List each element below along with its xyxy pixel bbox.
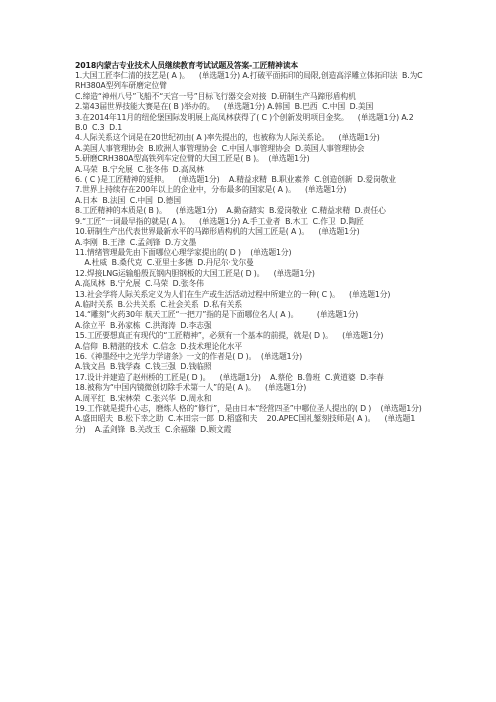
question-line: A.美国人事管理协会 B.欧洲人事管理协会 C.中国人事管理协会 D.英国人事管理协会 <box>75 143 365 153</box>
question-line: A.杜威 B.桑代克 C.亚里士多德 D.丹尼尔·戈尔曼 <box>75 258 254 268</box>
question-line: A.徐立平 B.孙家栋 C.洪海涛 D.李志强 <box>75 320 212 330</box>
question-line: A.高凤林 B.宁允展 C.马荣 D.张冬伟 <box>75 279 204 289</box>
question-line: C.缔造“神州八号”飞船不“天宫一号”目标飞行器交会对接 D.研制生产马蹄形盾构机 <box>75 91 356 101</box>
question-line: 18.被称为“中国内镜微创切除手术第一人”的是( A )。 (单选题1分) <box>75 383 307 393</box>
question-line: A.临时关系 B.公共关系 C.社会关系 D.私有关系 <box>75 299 243 309</box>
question-line: A.日本 B.法国 C.中国 D.德国 <box>75 195 181 205</box>
question-line: 8.工匠精神的本质是( B )。 (单选题1分) A.勤奋踏实 B.爱岗敬业 C.精益求精 D.责任心 <box>75 206 386 216</box>
document-title: 2018内蒙古专业技术人员继续教育考试试题及答案-工匠精神读本 <box>75 61 299 70</box>
question-line: A.周平红 B.宋林荣 C.张兴华 D.周永和 <box>75 393 212 403</box>
question-line: 9.“工匠”一词最早指的就是( A )。 (单选题1分) A.手工业者 B.木工 C.作卫 D.陶匠 <box>75 216 364 226</box>
question-line: A.马荣 B.宁允展 C.张冬伟 D.高凤林 <box>75 164 204 174</box>
question-line: 6. ( C )是工匠精神的延伸。 (单选题1分) A.精益求精 B.职业素养 C.创造创新 D.爱岗敬业 <box>75 175 396 185</box>
question-line: 10.研制生产出代表世界最新水平的马蹄形盾构机的大国工匠是( A )。 (单选题1分) <box>75 227 360 237</box>
question-line: 11.情绪管理最先由下面哪位心理学家提出的( D ) (单选题1分) <box>75 247 292 257</box>
question-line: 14.“雕刻”火药30年 航天工匠“一把刀”指的是下面哪位名人( A )。 (单选题1分) <box>75 310 359 320</box>
question-list <box>75 71 423 435</box>
question-line: 12.焊接LNG运输船殷瓦钢内胆钢板的大国工匠是( D )。 (单选题1分) <box>75 268 315 278</box>
question-line: A.李刚 B.王津 C.孟剑锋 D.方文墨 <box>75 237 197 247</box>
question-line: 13.社会学将人际关系定义为人们在生产或生活活动过程中所建立的一种( C )。 (单选题1分) <box>75 289 391 299</box>
document-body <box>75 60 423 435</box>
question-line: A.盛田昭夫 B.松下幸之助 C.本田宗一郎 D.稻盛和夫 20.APEC国礼錾刻技师是( A )。 (单选题1分) A.孟剑锋 B.关改玉 C.余福臻 D.顾文霞 <box>75 414 416 434</box>
question-line: 1.大国工匠李仁清的技艺是( A )。 (单选题1分) A.打破平面拓印的局限,创造高浮雕立体拓印法 B.为CRH380A型列车研磨定位臂 <box>75 71 423 91</box>
question-line: 17.设计并建造了赵州桥的工匠是( D )。 (单选题1分) A.蔡伦 B.鲁班 C.黄道婆 D.李春 <box>75 372 384 382</box>
question-line: 2.第43届世界技能大赛是在( B )举办的。 (单选题1分) A.韩国 B.巴西 C.中国 D.美国 <box>75 102 374 112</box>
question-line: 3.在2014年11月的纽伦堡国际发明展上高凤林获得了( C )个创新发明项目金奖。 (单选题1分) A.2 B.0 C.3 D.1 <box>75 112 419 133</box>
question-line: 7.世界上持续存在200年以上的企业中，分布最多的国家是( A )。 (单选题1分) <box>75 185 347 195</box>
question-line: 19.工作就是提升心志，磨炼人格的“修行”，是由日本“经营四圣”中哪位圣人提出的( D ) (单选题1分) <box>75 404 422 413</box>
question-line: A.信仰 B.精湛的技术 C.信念 D.技术理论化水平 <box>75 341 243 351</box>
question-line: 16.《神墨经中之光学力学诸条》一文的作者是( D )。 (单选题1分) <box>75 351 303 361</box>
question-line: A.钱文昌 B.钱学森 C.钱三强 D.钱临照 <box>75 362 212 372</box>
question-line: 4.人际关系这个词是在20世纪初由( A )率先提出的，也被称为人际关系论。 (单选题1分) <box>75 133 380 143</box>
question-line: 15.工匠要想真正有现代的“工匠精神”，必须有一个基本的前提，就是( D )。 (单选题1分) <box>75 331 384 341</box>
question-line: 5.研磨CRH380A型高铁列车定位臂的大国工匠是( B )。 (单选题1分) <box>75 154 310 164</box>
